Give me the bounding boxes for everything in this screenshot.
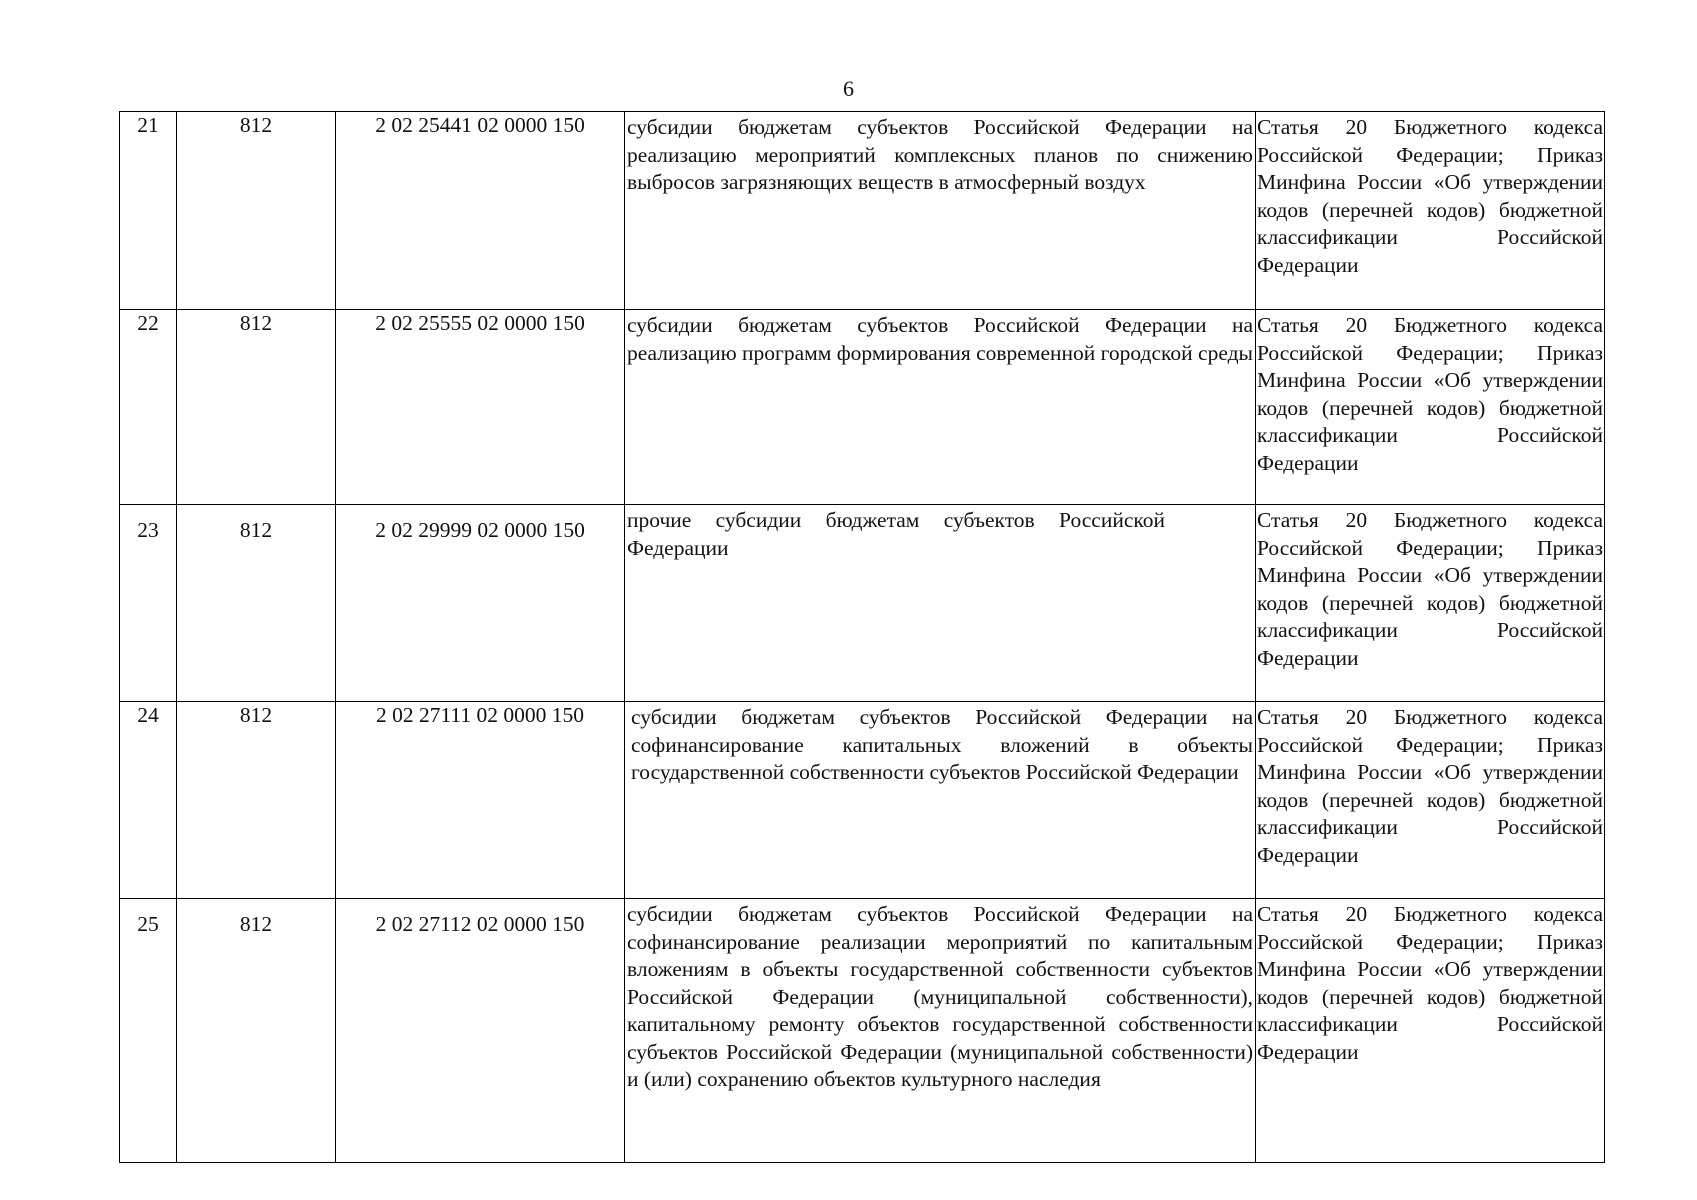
budget-classification-code-cell xyxy=(336,505,625,702)
description-text: субсидии бюджетам субъектов Российской Федерации на софинансирование реализации мероприятий по капитальным вложениям в объекты государственной собственности субъектов Российской Федерации (муниципальной собственности), капитальному ремонту объектов государственной собственности субъектов Российской Федерации (муниципальной собственности) и (или) сохранению объектов культурного наследия xyxy=(627,902,1253,1091)
budget-classification-code-cell: 2 02 27111 02 0000 150 xyxy=(336,702,625,899)
admin-code-cell: 812 xyxy=(177,310,336,505)
admin-code-cell: 812 xyxy=(177,702,336,899)
legal-basis-text: Статья 20 Бюджетного кодекса Российской Федерации; Приказ Минфина России «Об утверждении кодов (перечней кодов) бюджетной классификации Российской Федерации xyxy=(1257,902,1603,1064)
table-row xyxy=(120,505,1605,702)
description-cell xyxy=(625,310,1256,505)
legal-basis-text: Статья 20 Бюджетного кодекса Российской Федерации; Приказ Минфина России «Об утверждении кодов (перечней кодов) бюджетной классификации Российской Федерации xyxy=(1257,705,1603,867)
legal-basis-cell xyxy=(1256,505,1605,702)
budget-classification-code-cell xyxy=(336,899,625,1163)
admin-code-cell: 812 xyxy=(177,112,336,310)
row-number-cell xyxy=(120,899,177,1163)
table-row xyxy=(120,112,1605,310)
row-number-text: 25 xyxy=(137,912,159,936)
description-cell xyxy=(625,899,1256,1163)
description-cell xyxy=(625,702,1256,899)
description-text: субсидии бюджетам субъектов Российской Федерации на софинансирование капитальных вложений в объекты государственной собственности субъектов Российской Федерации xyxy=(631,705,1253,784)
legal-basis-cell xyxy=(1256,702,1605,899)
admin-code-cell xyxy=(177,899,336,1163)
admin-code-text: 812 xyxy=(239,912,273,936)
admin-code-text: 812 xyxy=(239,518,273,542)
budget-codes-table xyxy=(119,111,1605,1163)
legal-basis-text: Статья 20 Бюджетного кодекса Российской Федерации; Приказ Минфина России «Об утверждении кодов (перечней кодов) бюджетной классификации Российской Федерации xyxy=(1257,508,1603,670)
budget-classification-code-cell: 2 02 25555 02 0000 150 xyxy=(336,310,625,505)
table-row xyxy=(120,702,1605,899)
legal-basis-cell xyxy=(1256,310,1605,505)
legal-basis-cell xyxy=(1256,112,1605,310)
row-number-cell: 22 xyxy=(120,310,177,505)
description-cell xyxy=(625,112,1256,310)
legal-basis-text: Статья 20 Бюджетного кодекса Российской Федерации; Приказ Минфина России «Об утверждении кодов (перечней кодов) бюджетной классификации Российской Федерации xyxy=(1257,313,1603,475)
budget-classification-code-text: 2 02 29999 02 0000 150 xyxy=(375,518,585,542)
row-number-cell: 21 xyxy=(120,112,177,310)
row-number-cell: 24 xyxy=(120,702,177,899)
page-number: 6 xyxy=(843,76,854,101)
budget-classification-code-cell: 2 02 25441 02 0000 150 xyxy=(336,112,625,310)
admin-code-cell xyxy=(177,505,336,702)
description-text: субсидии бюджетам субъектов Российской Федерации на реализацию программ формирования современной городской среды xyxy=(627,313,1253,365)
description-cell xyxy=(625,505,1256,702)
legal-basis-cell xyxy=(1256,899,1605,1163)
description-text: прочие субсидии бюджетам субъектов Российской Федерации xyxy=(627,508,1165,560)
budget-classification-code-text: 2 02 27112 02 0000 150 xyxy=(375,912,585,936)
row-number-text: 23 xyxy=(137,518,159,542)
table-row xyxy=(120,899,1605,1163)
description-text: субсидии бюджетам субъектов Российской Федерации на реализацию мероприятий комплексных планов по снижению выбросов загрязняющих веществ в атмосферный воздух xyxy=(627,115,1253,194)
legal-basis-text: Статья 20 Бюджетного кодекса Российской Федерации; Приказ Минфина России «Об утверждении кодов (перечней кодов) бюджетной классификации Российской Федерации xyxy=(1257,115,1603,277)
row-number-cell xyxy=(120,505,177,702)
table-row xyxy=(120,310,1605,505)
